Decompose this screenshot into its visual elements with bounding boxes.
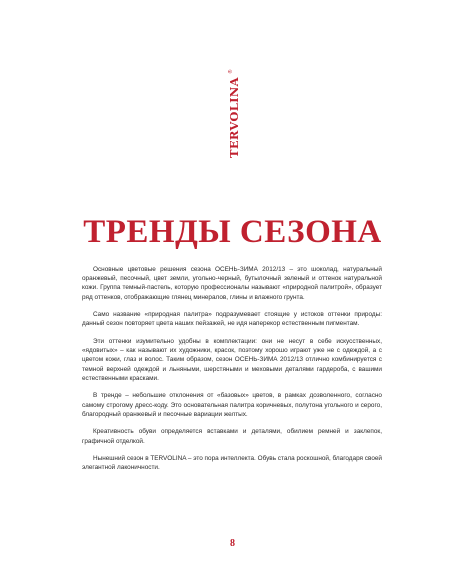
- paragraph: Креативность обуви определяется вставками и деталями, обилием ремней и заклепок, графичной отделкой.: [82, 428, 382, 445]
- paragraph: Основные цветовые решения сезона ОСЕНЬ-ЗИМА 2012/13 – это шоколад, натуральный оранжевый, песочный, цвет земли, угольно-черный, бутылочный зеленый и оттенок натуральной кожи. Группа темный-пастель, которую профессионалы называют «природной палитрой», образует ряд оттенков, отображающие глянец минералов, глины и влажного грунта.: [82, 266, 382, 301]
- article-body: [82, 265, 382, 481]
- registered-mark: ®: [228, 69, 234, 74]
- tervolina-logo-mark: [224, 32, 244, 160]
- paragraph: Нынешний сезон в TERVOLINA – это пора интеллекта. Обувь стала роскошной, благодаря своей элегантной лаконичности.: [82, 455, 382, 472]
- logo-text: TERVOLINA: [227, 77, 241, 158]
- tervolina-logo: [224, 32, 244, 160]
- paragraph: Эти оттенки изумительно удобны в комплектации: они не несут в себе искусственных, «ядовитых» – как называют их художники, красок, поэтому хорошо играют уже не с одеждой, а с цветом кожи, глаз и волос. Таким образом, сезон ОСЕНЬ-ЗИМА 2012/13 отлично комбинируется с темной верхней одеждой и льняными, шерстяными и меховыми деталями гардероба, с вашими естественными красками.: [82, 338, 382, 382]
- paragraph: В тренде – небольшие отклонения от «базовых» цветов, в рамках дозволенного, согласно самому строгому дресс-коду. Это основательная палитра коричневых, полутона угольного и серого, благородный оранжевый и песочные вариации желтых.: [82, 392, 382, 418]
- paragraph: Само название «природная палитра» подразумевает стоящие у истоков оттенки природы: данный сезон повторяет цвета наших пейзажей, не идя наперекор естественным пигментам.: [82, 311, 382, 328]
- page-headline: ТРЕНДЫ СЕЗОНА: [83, 214, 382, 250]
- page-number: 8: [230, 538, 235, 549]
